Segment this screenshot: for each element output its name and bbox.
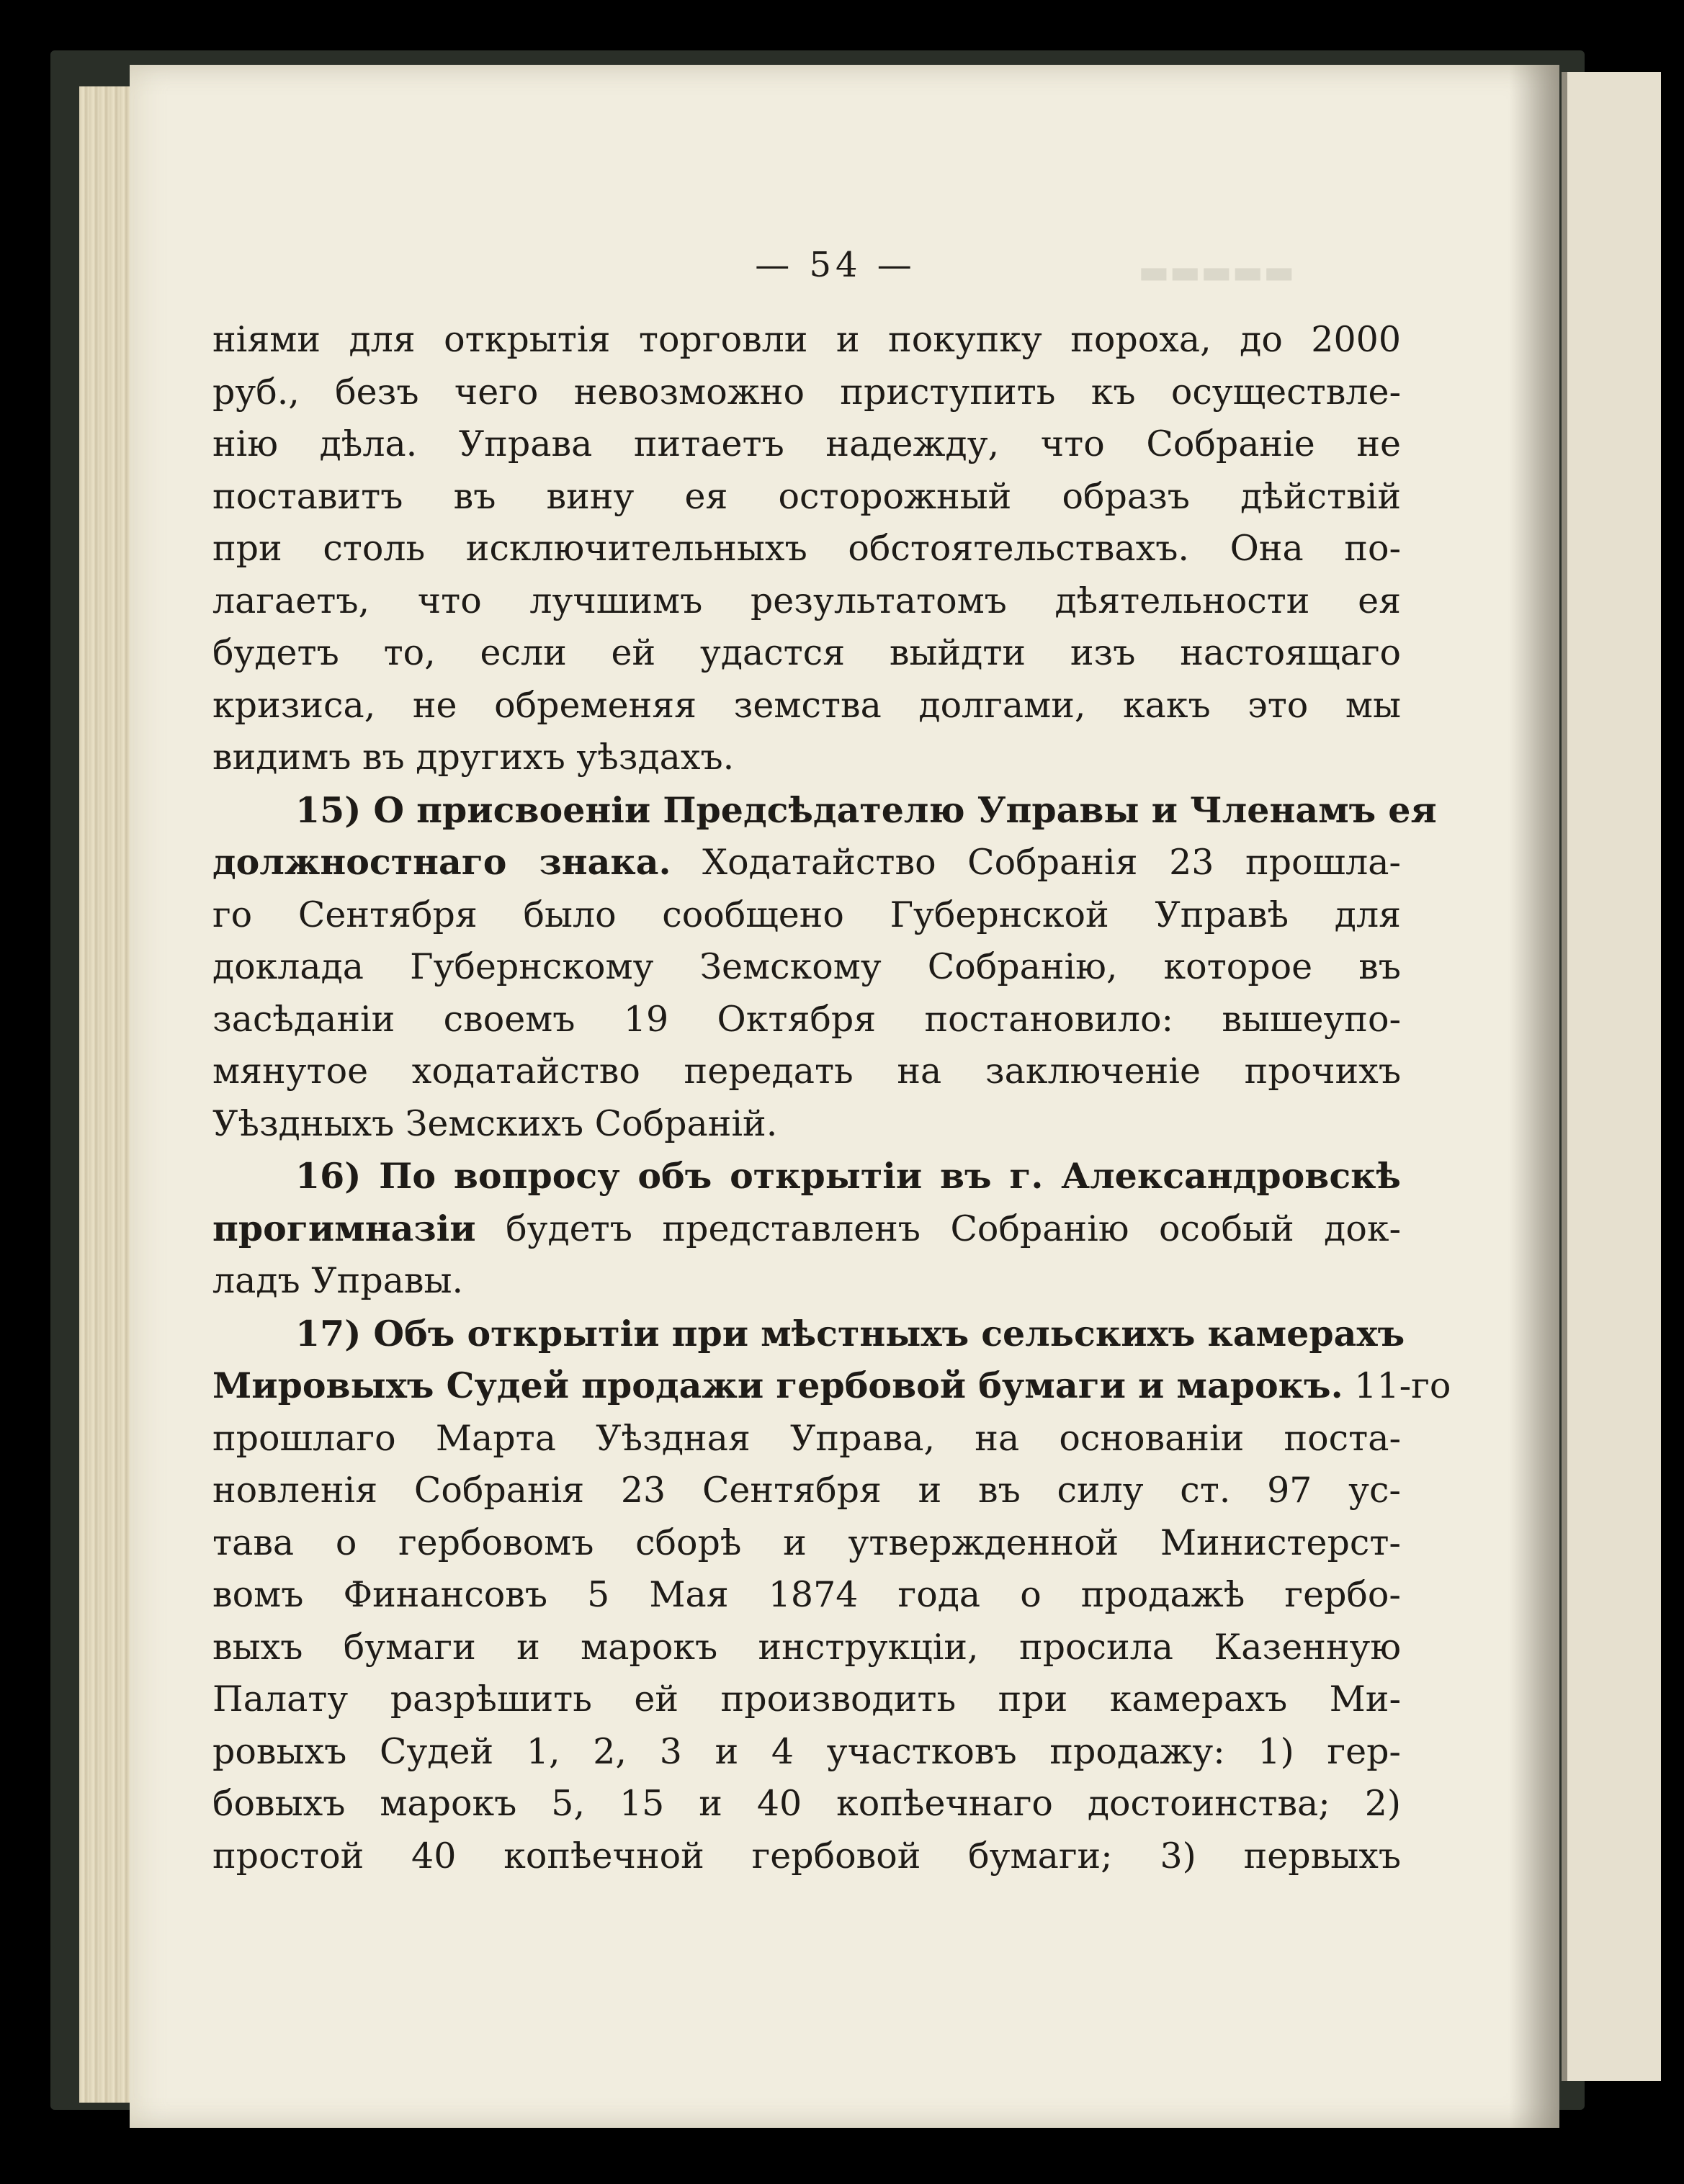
section-15-heading: 15) О присвоеніи Предсѣдателю Управы и Членамъ ея [295,788,1437,831]
text-line: лагаетъ, что лучшимъ результатомъ дѣятельности ея [212,580,1401,621]
next-page-edge [1562,72,1661,2081]
text-line: прошлаго Марта Уѣздная Управа, на основаніи поста- [212,1417,1401,1459]
text-line: ніями для открытія торговли и покупку пороха, до 2000 [212,319,1401,360]
bleed-through-shadow: ▬▬▬▬▬ [1138,252,1295,291]
text-line: руб., безъ чего невозможно приступить къ осуществле- [212,371,1401,413]
section-17-heading-continued: Мировыхъ Судей продажи гербовой бумаги и марокъ. [212,1365,1343,1406]
text-line: кризиса, не обременяя земства долгами, какъ это мы [212,684,1401,726]
text-line: при столь исключительныхъ обстоятельствахъ. Она по- [212,528,1401,569]
section-15-text: Ходатайство Собранія 23 прошла- [671,842,1401,883]
text-line: видимъ въ другихъ уѣздахъ. [212,737,735,778]
section-17-text: 11-го [1343,1365,1451,1406]
text-line: Уѣздныхъ Земскихъ Собраній. [212,1102,778,1144]
text-line: ладъ Управы. [212,1260,464,1301]
text-line: новленія Собранія 23 Сентября и въ силу ст. 97 ус- [212,1470,1401,1511]
page-gutter-shadow [1509,65,1559,2128]
section-17-line [212,1360,1451,1413]
page-text [212,245,1451,1882]
text-line: простой 40 копѣечной гербовой бумаги; 3) первыхъ [212,1835,1401,1877]
text-line: бовыхъ марокъ 5, 15 и 40 копѣечнаго достоинства; 2) [212,1783,1401,1824]
section-15-heading-continued: должностнаго знака. [212,841,671,883]
text-line: Палату разрѣшить ей производить при камерахъ Ми- [212,1679,1401,1720]
text-line: поставитъ въ вину ея осторожный образъ дѣйствій [212,475,1401,517]
text-line: тава о гербовомъ сборѣ и утвержденной Министерст- [212,1522,1401,1563]
section-16-line [212,1203,1401,1256]
text-line: го Сентября было сообщено Губернской Управѣ для [212,894,1401,935]
text-line: будетъ то, если ей удастся выйдти изъ настоящаго [212,632,1401,673]
page-number: — 54 — [755,245,916,285]
text-line: засѣданіи своемъ 19 Октября постановило: вышеупо- [212,998,1401,1040]
text-line: выхъ бумаги и марокъ инструкціи, просила Казенную [212,1626,1401,1668]
text-line: нію дѣла. Управа питаетъ надежду, что Собраніе не [212,423,1401,464]
text-line: мянутое ходатайство передать на заключеніе прочихъ [212,1051,1401,1092]
section-16-heading-continued: прогимназіи [212,1207,476,1249]
text-line: доклада Губернскому Земскому Собранію, которое въ [212,946,1401,987]
section-16-heading: 16) По вопросу объ открытіи въ г. Александровскѣ [295,1155,1401,1197]
text-line: ровыхъ Судей 1, 2, 3 и 4 участковъ продажу: 1) гер- [212,1730,1401,1772]
section-15-line [212,836,1401,889]
section-16-text: будетъ представленъ Собранію особый док- [475,1208,1401,1249]
section-17-heading: 17) Объ открытіи при мѣстныхъ сельскихъ камерахъ [295,1312,1405,1354]
text-line: вомъ Финансовъ 5 Мая 1874 года о продажѣ гербо- [212,1574,1401,1615]
